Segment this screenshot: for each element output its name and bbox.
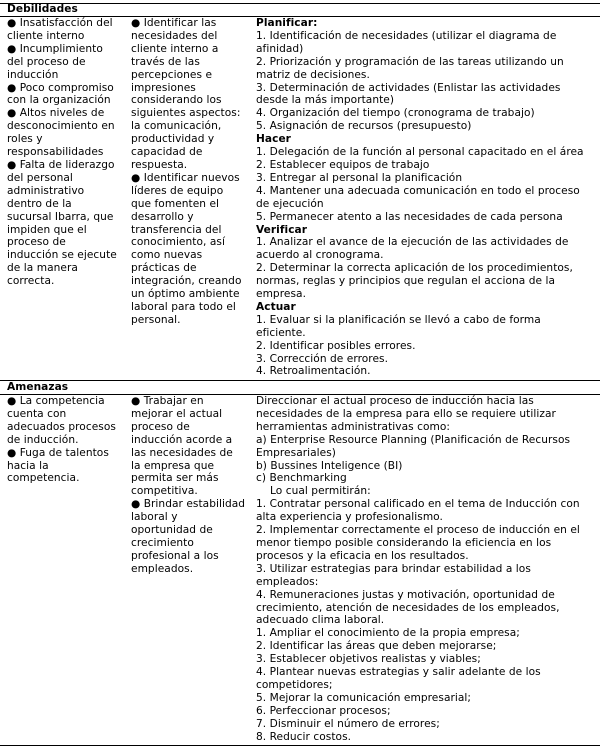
text-line: ● La competencia	[7, 395, 105, 407]
phase-heading: Hacer	[256, 133, 291, 146]
text-line: dentro de la	[7, 197, 72, 210]
phase-heading: Actuar	[256, 300, 296, 313]
text-line: afinidad)	[256, 42, 304, 55]
text-line: 5. Asignación de recursos (presupuesto)	[256, 120, 472, 133]
text-line: inducción se ejecute	[7, 249, 117, 262]
text-line: alta experiencia y profesionalismo.	[256, 511, 443, 524]
text-line: 3. Entregar al personal la planificación	[256, 171, 463, 184]
text-line: roles y	[7, 133, 43, 146]
text-line: 1. Ampliar el conocimiento de la propia empresa;	[256, 627, 520, 640]
text-line: ● Identificar las	[131, 17, 217, 29]
text-line: siguientes aspectos:	[131, 107, 241, 120]
text-line: desarrollo y	[131, 210, 194, 223]
text-line: las necesidades de	[131, 446, 233, 459]
text-line: a) Enterprise Resource Planning (Planificación de Recursos	[256, 433, 571, 446]
text-line: laboral para todo el	[131, 300, 236, 313]
text-line: adecuados procesos	[7, 420, 116, 433]
text-line: 2. Identificar las áreas que deben mejorarse;	[256, 640, 497, 653]
text-line: 4. Retroalimentación.	[256, 365, 371, 378]
text-line: capacidad de	[131, 146, 203, 159]
text-line: con la organización	[7, 94, 111, 107]
text-line: 6. Perfeccionar procesos;	[256, 704, 391, 717]
text-line: 5. Permanecer atento a las necesidades de cada persona	[256, 210, 563, 223]
text-line: correcta.	[7, 275, 55, 288]
text-line: percepciones e	[131, 68, 213, 81]
text-line: 1. Analizar el avance de la ejecución de las actividades de	[256, 236, 569, 249]
text-line: personal.	[131, 313, 181, 326]
text-line: líderes de equipo	[131, 184, 224, 197]
text-line: 7. Disminuir el número de errores;	[256, 717, 440, 730]
text-line: competitiva.	[131, 485, 198, 498]
phase-heading: Verificar	[256, 223, 308, 236]
text-line: 2. Determinar la correcta aplicación de los procedimientos,	[256, 262, 573, 275]
text-line: 2. Priorización y programación de las tareas utilizando un	[256, 55, 564, 68]
text-line: necesidades de la empresa para ello se requiere utilizar	[256, 407, 556, 420]
text-line: del personal	[7, 171, 73, 184]
text-line: ● Altos niveles de	[7, 107, 105, 120]
text-line: ● Incumplimiento	[7, 42, 103, 55]
text-line: 2. Implementar correctamente el proceso de inducción en el	[256, 524, 580, 537]
text-line: 5. Mejorar la comunicación empresarial;	[256, 691, 472, 704]
text-line: 1. Contratar personal calificado en el tema de Inducción con	[256, 498, 580, 511]
amenazas-threats-column	[7, 395, 125, 485]
text-line: la comunicación,	[131, 120, 222, 133]
amenazas-action-column	[256, 395, 593, 743]
text-line: cuenta con	[7, 407, 67, 420]
text-line: procesos y la eficacia en los resultados.	[256, 549, 469, 562]
text-line: b) Bussines Inteligence (BI)	[256, 459, 403, 472]
text-line: crecimiento	[131, 536, 194, 549]
debilidades-strategies-column	[131, 17, 248, 327]
debilidades-pdca-column	[256, 17, 593, 378]
text-line: considerando los	[131, 94, 222, 107]
text-line: Empresariales)	[256, 446, 336, 459]
text-line: 3. Determinación de actividades (Enlistar las actividades	[256, 81, 561, 94]
text-line: 1. Identificación de necesidades (utilizar el diagrama de	[256, 29, 557, 42]
section-divider	[0, 380, 600, 381]
text-line: conocimiento, así	[131, 236, 225, 249]
text-line: productividad y	[131, 133, 215, 146]
text-line: 2. Identificar posibles errores.	[256, 339, 416, 352]
text-line: como nuevas	[131, 249, 203, 262]
text-line: través de las	[131, 55, 200, 68]
text-line: administrativo	[7, 184, 85, 197]
text-line: de la manera	[7, 262, 78, 275]
text-line: sucursal Ibarra, que	[7, 210, 114, 223]
table-bottom-border	[0, 745, 600, 746]
text-line: menor tiempo posible considerando la eficiencia en los	[256, 536, 552, 549]
text-line: competencia.	[7, 472, 80, 485]
text-line: c) Benchmarking	[256, 472, 347, 485]
text-line: 4. Mantener una adecuada comunicación en todo el proceso	[256, 184, 580, 197]
text-line: eficiente.	[256, 326, 306, 339]
text-line: hacia la	[7, 459, 49, 472]
text-line: que fomenten el	[131, 197, 220, 210]
text-line: empresa.	[256, 288, 306, 301]
text-line: ● Brindar estabilidad	[131, 498, 246, 511]
table-top-border	[0, 3, 600, 4]
text-line: Direccionar el actual proceso de inducción hacia las	[256, 395, 534, 407]
text-line: de inducción.	[7, 433, 79, 446]
text-line: 1. Delegación de la función al personal capacitado en el área	[256, 146, 584, 159]
text-line: inducción acorde a	[131, 433, 233, 446]
text-line: laboral y	[131, 511, 178, 524]
text-line: oportunidad de	[131, 524, 213, 537]
text-line: 1. Evaluar si la planificación se llevó a cabo de forma	[256, 313, 541, 326]
text-line: de ejecución	[256, 197, 324, 210]
text-line: un óptimo ambiente	[131, 288, 240, 301]
text-line: 4. Organización del tiempo (cronograma de trabajo)	[256, 107, 535, 120]
text-line: cliente interno a	[131, 42, 219, 55]
text-line: ● Falta de liderazgo	[7, 158, 115, 171]
text-line: ● Trabajar en	[131, 395, 204, 407]
text-line: adecuado clima laboral.	[256, 614, 385, 627]
text-line: 8. Reducir costos.	[256, 730, 352, 743]
text-line: crecimiento, atención de necesidades de los empleados,	[256, 601, 560, 614]
text-line: ● Fuga de talentos	[7, 446, 109, 459]
text-line: del proceso de	[7, 55, 86, 68]
phase-heading: Planificar:	[256, 17, 318, 29]
text-line: matriz de decisiones.	[256, 68, 370, 81]
text-line: responsabilidades	[7, 146, 104, 159]
text-line: empleados.	[131, 562, 194, 575]
text-line: integración, creando	[131, 275, 242, 288]
text-line: normas, reglas y principios que regulan el acciona de la	[256, 275, 556, 288]
text-line: acuerdo al cronograma.	[256, 249, 384, 262]
text-line: la empresa que	[131, 459, 215, 472]
debilidades-weaknesses-column	[7, 17, 125, 288]
text-line: 3. Utilizar estrategias para brindar estabilidad a los	[256, 562, 531, 575]
text-line: Lo cual permitirán:	[270, 485, 371, 498]
text-line: 2. Establecer equipos de trabajo	[256, 158, 430, 171]
text-line: 3. Establecer objetivos realistas y viables;	[256, 653, 481, 666]
text-line: impiden que el	[7, 223, 87, 236]
text-line: desconocimiento en	[7, 120, 115, 133]
text-line: proceso de	[7, 236, 66, 249]
text-line: ● Poco compromiso	[7, 81, 114, 94]
text-line: respuesta.	[131, 158, 188, 171]
text-line: transferencia del	[131, 223, 222, 236]
text-line: ● Identificar nuevos	[131, 171, 240, 184]
text-line: 4. Remuneraciones justas y motivación, oportunidad de	[256, 588, 555, 601]
section-title-debilidades: Debilidades	[7, 3, 78, 15]
text-line: profesional a los	[131, 549, 219, 562]
text-line: 4. Plantear nuevas estrategias y salir adelante de los	[256, 666, 541, 679]
text-line: necesidades del	[131, 29, 218, 42]
text-line: inducción	[7, 68, 59, 81]
text-line: prácticas de	[131, 262, 197, 275]
text-line: ● Insatisfacción del	[7, 17, 113, 29]
text-line: competidores;	[256, 678, 333, 691]
text-line: mejorar el actual	[131, 407, 223, 420]
text-line: impresiones	[131, 81, 196, 94]
text-line: permita ser más	[131, 472, 219, 485]
text-line: desde la más importante)	[256, 94, 395, 107]
text-line: herramientas administrativas como:	[256, 420, 451, 433]
text-line: empleados:	[256, 575, 319, 588]
text-line: proceso de	[131, 420, 190, 433]
text-line: cliente interno	[7, 29, 85, 42]
section-title-amenazas: Amenazas	[7, 381, 69, 393]
text-line: 3. Corrección de errores.	[256, 352, 388, 365]
amenazas-strategies-column	[131, 395, 248, 576]
